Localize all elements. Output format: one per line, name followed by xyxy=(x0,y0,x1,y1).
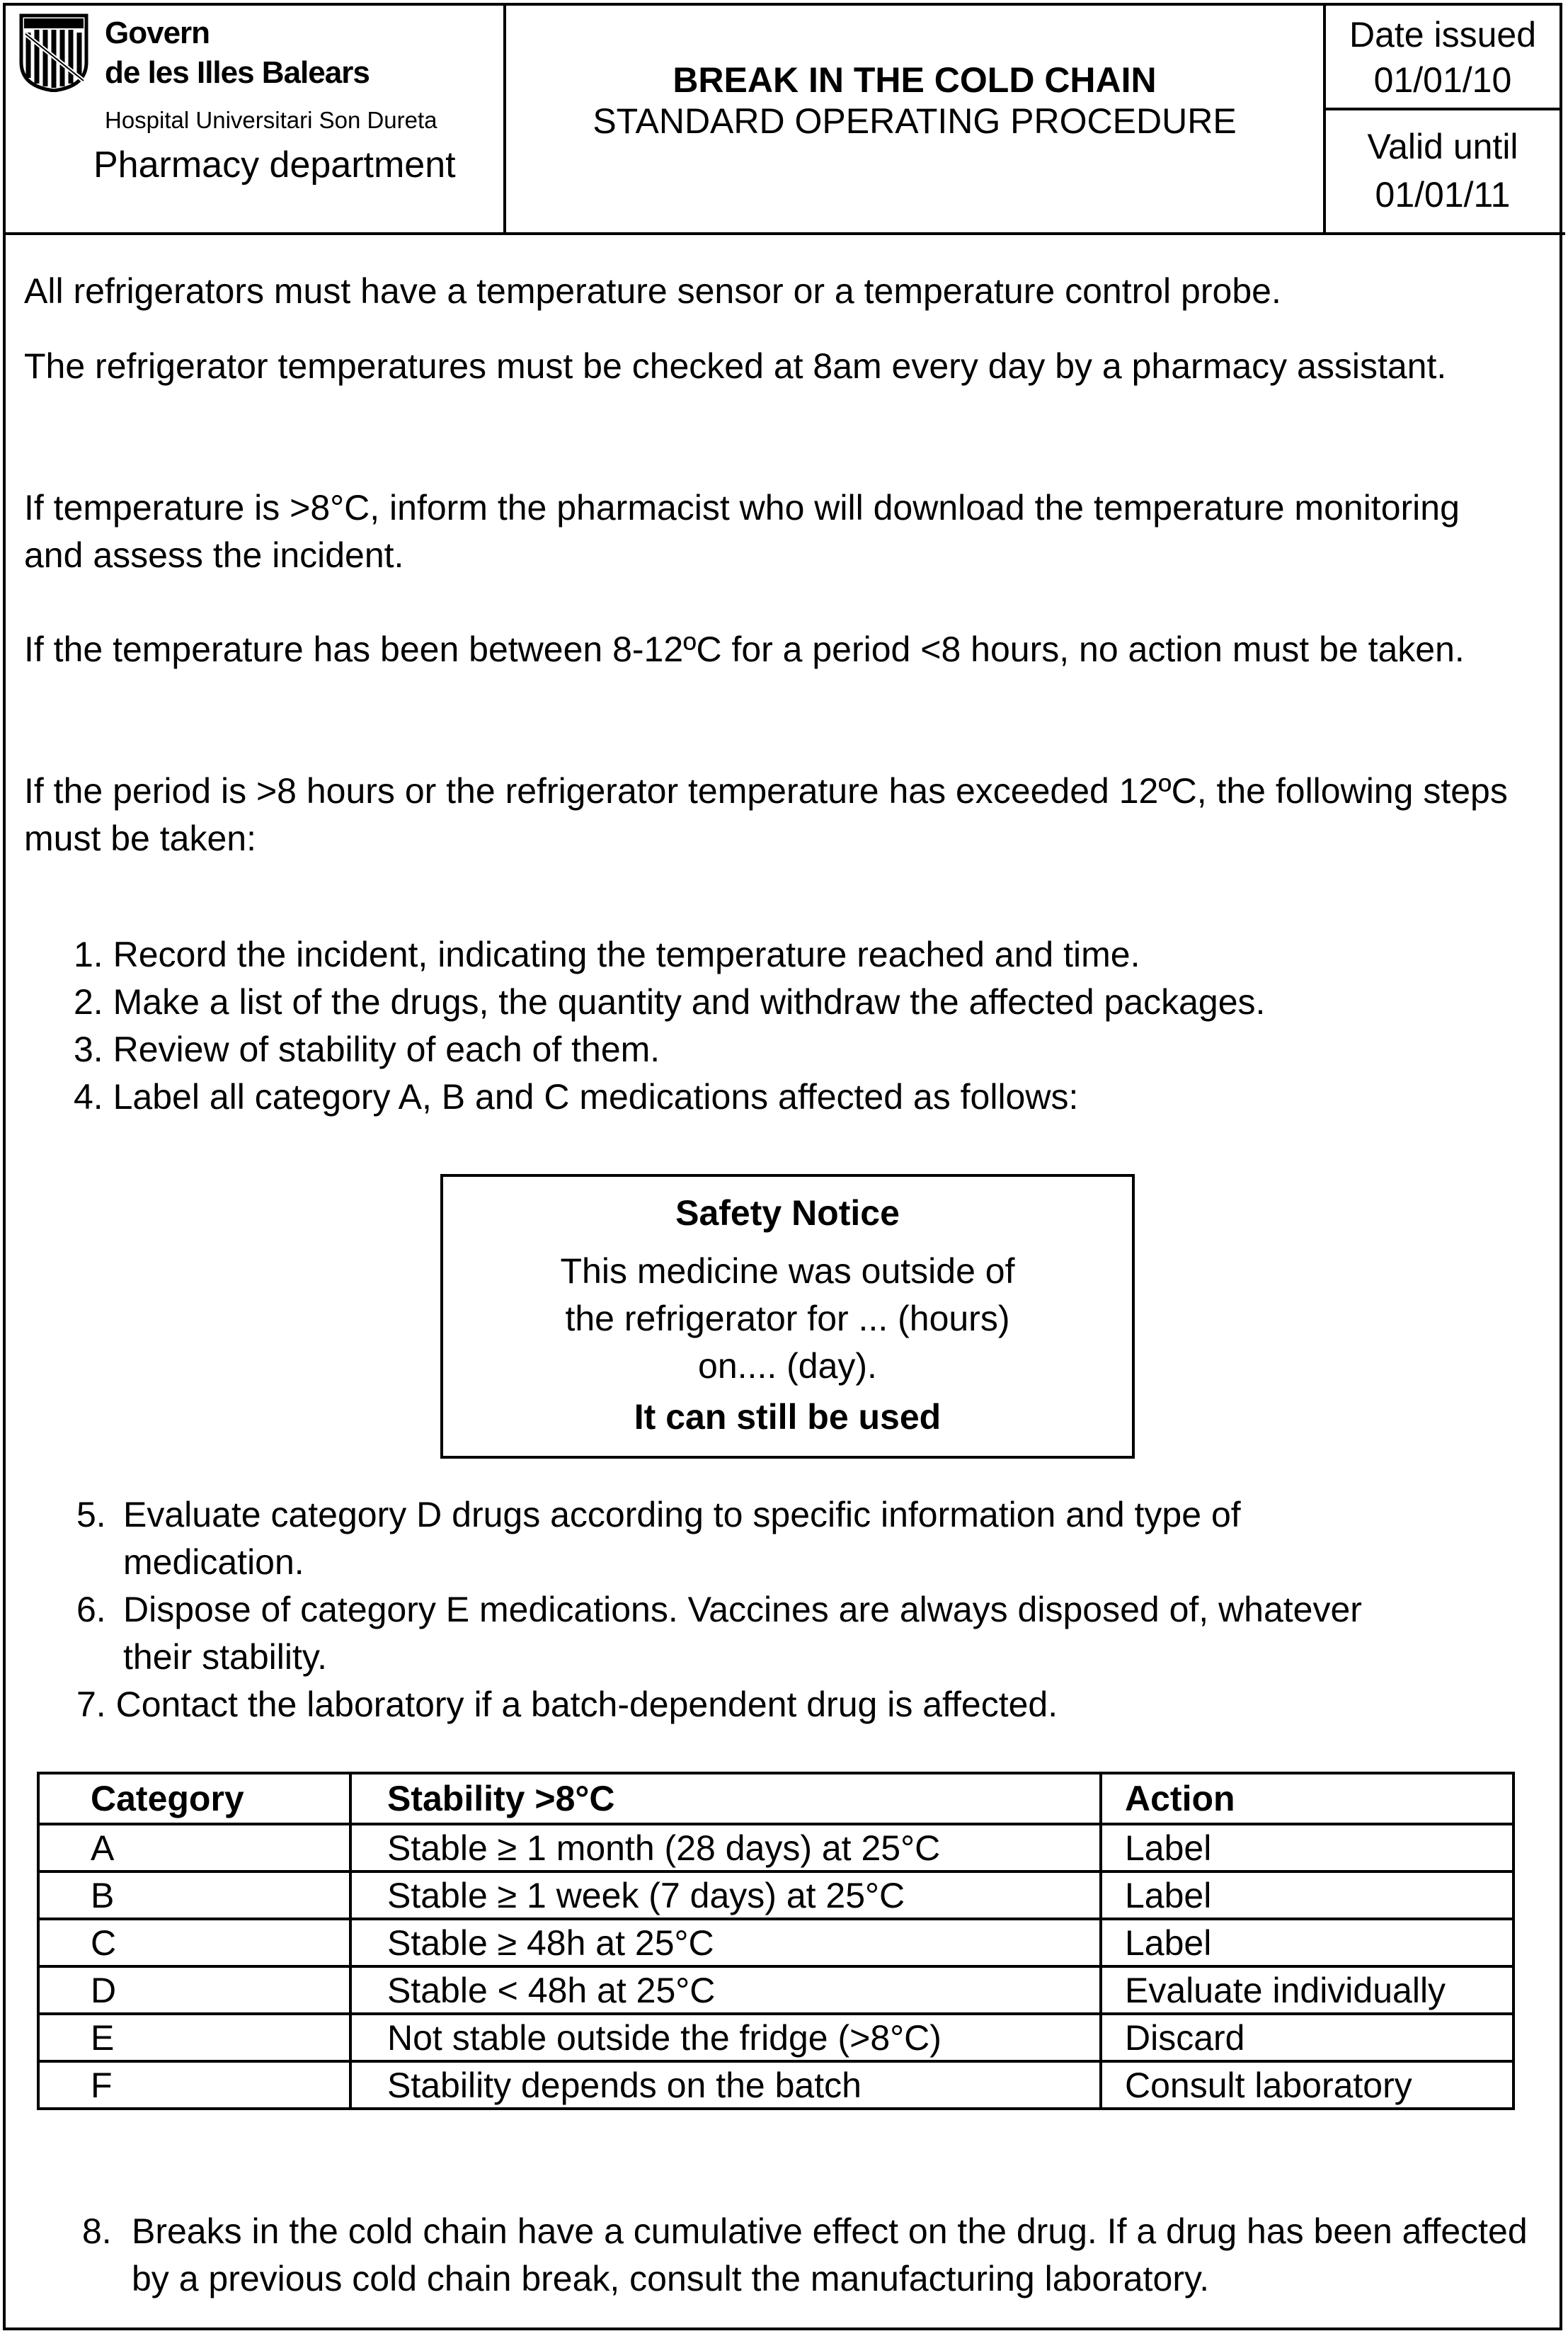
date-issued-value: 01/01/10 xyxy=(1373,60,1512,100)
list-number: 5. xyxy=(76,1495,106,1534)
table-cell: D xyxy=(38,1966,350,2014)
table-cell: Stability depends on the batch xyxy=(350,2061,1101,2109)
table-cell: Stable < 48h at 25°C xyxy=(350,1966,1101,2014)
table-cell: Label xyxy=(1101,1919,1513,1966)
document-title: BREAK IN THE COLD CHAIN xyxy=(673,60,1157,100)
list-number: 6. xyxy=(76,1590,106,1629)
list-item xyxy=(74,1073,1078,1121)
header-title-cell xyxy=(506,6,1326,232)
table-cell: Label xyxy=(1101,1871,1513,1919)
list-text: Record the incident, indicating the temperature reached and time. xyxy=(113,935,1140,974)
department-name: Pharmacy department xyxy=(93,144,456,186)
list-item xyxy=(74,931,1140,979)
list-text: Review of stability of each of them. xyxy=(113,1030,660,1069)
safety-notice-title: Safety Notice xyxy=(675,1193,900,1233)
list-text: Contact the laboratory if a batch-dependent drug is affected. xyxy=(115,1685,1058,1724)
org-name-line1: Govern xyxy=(105,16,210,50)
paragraph-no-action: If the temperature has been between 8-12ºC for a period <8 hours, no action must be taken. xyxy=(24,629,1465,669)
paragraph-steps-intro: If the period is >8 hours or the refrigerator temperature has exceeded 12ºC, the following steps must be taken: xyxy=(24,771,1508,858)
table-cell: Evaluate individually xyxy=(1101,1966,1513,2014)
column-header-stability: Stability >8°C xyxy=(350,1773,1101,1824)
list-number: 1. xyxy=(74,935,103,974)
list-text: Label all category A, B and C medications affected as follows: xyxy=(113,1077,1079,1117)
table-row xyxy=(38,2061,1513,2109)
safety-notice-line: on.... (day). xyxy=(698,1346,877,1386)
date-issued-cell xyxy=(1326,6,1560,110)
list-text: Breaks in the cold chain have a cumulative effect on the drug. If a drug has been affected by a previous cold chain break, consult the manufacturing laboratory. xyxy=(132,2211,1528,2298)
table-row xyxy=(38,2014,1513,2061)
list-text: Dispose of category E medications. Vaccines are always disposed of, whatever their stability. xyxy=(123,1590,1362,1677)
date-issued-label: Date issued xyxy=(1349,15,1537,55)
list-number: 4. xyxy=(74,1077,103,1117)
table-cell: Label xyxy=(1101,1824,1513,1871)
table-cell: Stable ≥ 1 month (28 days) at 25°C xyxy=(350,1824,1101,1871)
list-item xyxy=(74,979,1265,1026)
table-row xyxy=(38,1824,1513,1871)
list-item xyxy=(76,1491,1365,1586)
header-org-cell xyxy=(6,6,506,232)
list-number: 2. xyxy=(74,982,103,1022)
column-header-action: Action xyxy=(1101,1773,1513,1824)
table-cell: Stable ≥ 48h at 25°C xyxy=(350,1919,1101,1966)
paragraph-sensor: All refrigerators must have a temperature sensor or a temperature control probe. xyxy=(24,271,1281,311)
table-cell: B xyxy=(38,1871,350,1919)
list-text: Evaluate category D drugs according to specific information and type of medication. xyxy=(123,1495,1241,1582)
list-number: 3. xyxy=(74,1030,103,1069)
table-cell: A xyxy=(38,1824,350,1871)
valid-until-value: 01/01/11 xyxy=(1375,175,1511,215)
list-number: 8. xyxy=(82,2211,112,2251)
table-cell: E xyxy=(38,2014,350,2061)
table-header-row xyxy=(38,1773,1513,1824)
safety-notice-box xyxy=(440,1174,1135,1459)
safety-notice-footer: It can still be used xyxy=(634,1397,942,1437)
safety-notice-line: This medicine was outside of xyxy=(560,1251,1015,1291)
header-dates-cell xyxy=(1326,6,1560,232)
stability-table xyxy=(37,1772,1515,2110)
table-row xyxy=(38,1919,1513,1966)
coat-of-arms-logo xyxy=(18,13,89,92)
list-item xyxy=(76,1586,1365,1681)
hospital-name: Hospital Universitari Son Dureta xyxy=(105,107,437,133)
list-item xyxy=(76,1681,1058,1728)
valid-until-label: Valid until xyxy=(1367,127,1518,166)
header xyxy=(6,6,1565,235)
document-subtitle: STANDARD OPERATING PROCEDURE xyxy=(593,101,1237,141)
table-cell: F xyxy=(38,2061,350,2109)
table-cell: Stable ≥ 1 week (7 days) at 25°C xyxy=(350,1871,1101,1919)
list-number: 7. xyxy=(76,1685,106,1724)
paragraph-daily-check: The refrigerator temperatures must be checked at 8am every day by a pharmacy assistant. xyxy=(24,346,1447,386)
valid-until-cell xyxy=(1326,110,1560,232)
safety-notice-line: the refrigerator for ... (hours) xyxy=(565,1299,1010,1338)
table-cell: Discard xyxy=(1101,2014,1513,2061)
table-row xyxy=(38,1871,1513,1919)
paragraph-inform-pharmacist: If temperature is >8°C, inform the pharmacist who will download the temperature monitoring and assess the incident. xyxy=(24,488,1460,575)
document-frame xyxy=(3,3,1562,2330)
list-text: Make a list of the drugs, the quantity and withdraw the affected packages. xyxy=(113,982,1266,1022)
table-cell: Not stable outside the fridge (>8°C) xyxy=(350,2014,1101,2061)
table-cell: Consult laboratory xyxy=(1101,2061,1513,2109)
table-row xyxy=(38,1966,1513,2014)
column-header-category: Category xyxy=(38,1773,350,1824)
list-item xyxy=(82,2208,1540,2303)
table-cell: C xyxy=(38,1919,350,1966)
org-name-line2: de les Illes Balears xyxy=(105,55,370,90)
list-item xyxy=(74,1026,660,1073)
